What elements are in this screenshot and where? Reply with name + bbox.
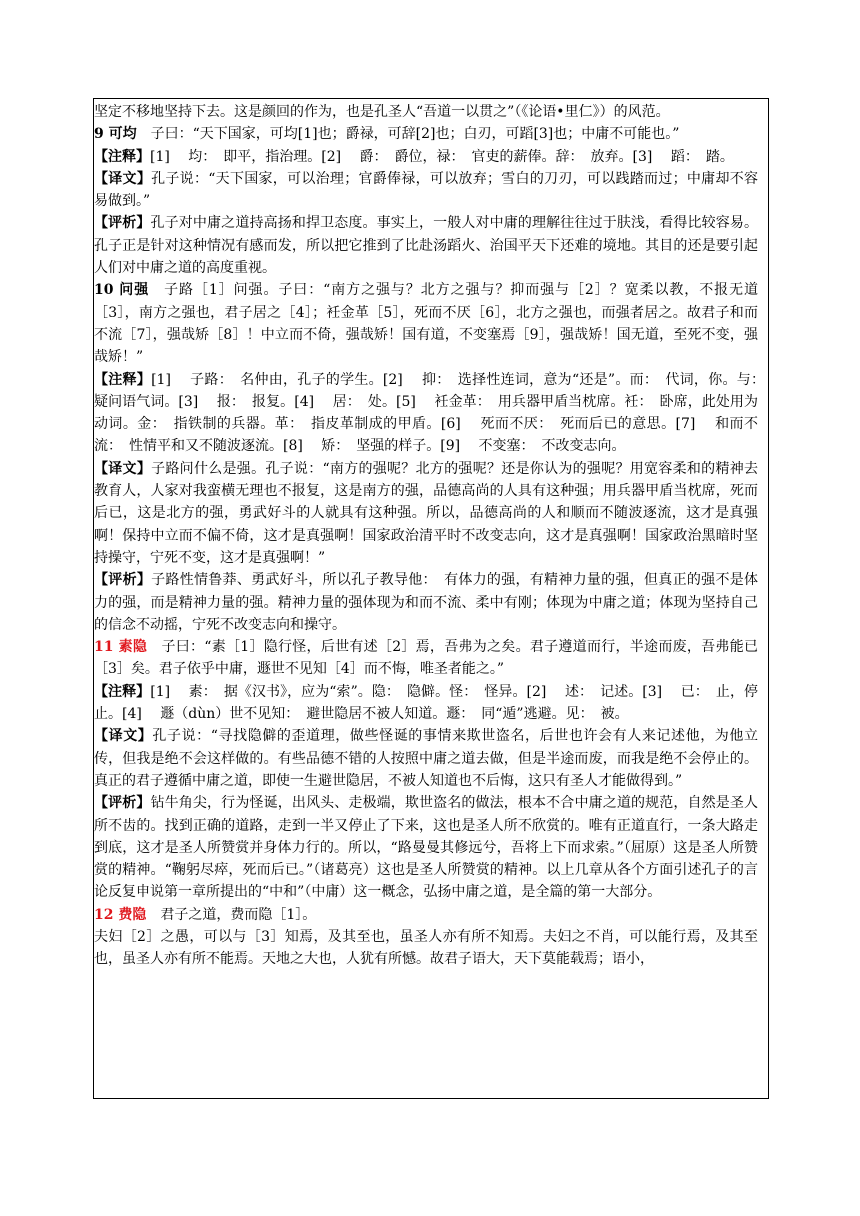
paragraph-label: 【评析】 [94, 572, 152, 589]
paragraph-t11 [94, 725, 758, 792]
paragraph-label: 【注释】 [94, 148, 150, 165]
paragraph-label: 【译文】 [94, 728, 153, 745]
section-heading: 10 问强 [94, 282, 150, 299]
section-heading: 12 费隐 [94, 906, 147, 923]
paragraph-label: 【注释】 [94, 683, 151, 700]
paragraph-label: 【评析】 [94, 795, 151, 812]
paragraph-text: 子路性情鲁莽、勇武好斗，所以孔子教导他： 有体力的强，有精神力量的强，但真正的强不是体力的强，而是精神力量的强。精神力量的强体现为和而不流、柔中有刚；体现为中庸之道；体现为坚持自己的信念不动摇，宁死不改变志向和操守。 [94, 572, 759, 633]
paragraph-n11 [94, 681, 758, 726]
section-heading: 11 素隐 [94, 639, 148, 656]
paragraph-label: 【译文】 [94, 170, 152, 187]
paragraph-s9 [94, 123, 758, 145]
paragraph-text: 夫妇［2］之愚，可以与［3］知焉，及其至也，虽圣人亦有所不知焉。夫妇之不肖，可以能行焉，及其至也，虽圣人亦有所不能焉。天地之大也，人犹有所憾。故君子语大，天下莫能载焉；语小， [94, 928, 758, 968]
paragraph-p12 [94, 926, 758, 971]
paragraph-s10 [94, 279, 758, 368]
paragraph-n10 [94, 369, 773, 458]
paragraph-text: [1] 均： 即平，指治理。[2] 爵： 爵位，禄： 官吏的薪俸。辞： 放弃。[3] 蹈： 踏。 [150, 148, 734, 165]
paragraph-c9 [94, 212, 758, 279]
paragraph-c11 [94, 792, 758, 903]
paragraph-text: 钻牛角尖，行为怪诞，出风头、走极端，欺世盗名的做法，根本不合中庸之道的规范，自然是圣人所不齿的。找到正确的道路，走到一半又停止了下来，这也是圣人所不欣赏的。唯有正道直行，一条大路走到底，这才是圣人所赞赏并身体力行的。所以，“路曼曼其修远兮，吾将上下而求索。”（屈原）这是圣人所赞赏的精神。“鞠躬尽瘁，死而后已。”（诸葛亮）这也是圣人所赞赏的精神。以上几章从各个方面引述孔子的言论反复申说第一章所提出的“中和”（中庸）这一概念，弘扬中庸之道，是全篇的第一大部分。 [94, 795, 759, 901]
paragraph-text: 子曰：“素［1］隐行怪，后世有述［2］焉，吾弗为之矣。君子遵道而行，半途而废，吾弗能已［3］矣。君子依乎中庸，遯世不见知［4］而不悔，唯圣者能之。” [94, 639, 758, 678]
paragraph-label: 【评析】 [94, 215, 151, 232]
document-body [94, 101, 773, 971]
page-frame [93, 98, 773, 1099]
paragraph-text: 坚定不移地坚持下去。这是颜回的作为，也是孔圣人“吾道一以贯之”（《论语•里仁》）的风范。 [94, 104, 670, 120]
paragraph-p0 [94, 101, 758, 123]
paragraph-text: 子曰：“天下国家，可均[1]也；爵禄，可辞[2]也；白刃，可蹈[3]也；中庸不可能也。” [150, 126, 680, 143]
paragraph-n9 [94, 146, 758, 168]
paragraph-text: 孔子对中庸之道持高扬和捍卫态度。事实上，一般人对中庸的理解往往过于肤浅，看得比较容易。孔子正是针对这种情况有感而发，所以把它推到了比赴汤蹈火、治国平天下还难的境地。其目的还是要引起人们对中庸之道的高度重视。 [94, 215, 759, 277]
paragraph-text: 孔子说：“天下国家，可以治理；官爵俸禄，可以放弃；雪白的刀刃，可以践踏而过；中庸却不容易做到。” [94, 170, 759, 210]
paragraph-text: 子路［1］问强。子曰：“南方之强与？北方之强与？抑而强与［2］？宽柔以教，不报无道［3］，南方之强也，君子居之［4］；衽金革［5］，死而不厌［6］，北方之强也，而强者居之。故君子和而不流［7］，强哉矫［8］！中立而不倚，强哉矫！国有道，不变塞焉［9］，强哉矫！国无道，至死不变，强哉矫！” [94, 282, 758, 366]
paragraph-text: 子路问什么是强。孔子说：“南方的强呢？北方的强呢？还是你认为的强呢？用宽容柔和的精神去教育人，人家对我蛮横无理也不报复，这是南方的强，品德高尚的人具有这种强；用兵器甲盾当枕席，死而后已，这是北方的强，勇武好斗的人就具有这种强。所以，品德高尚的人和顺而不随波逐流，这才是真强啊！保持中立而不偏不倚，这才是真强啊！国家政治清平时不改变志向，这才是真强啊！国家政治黑暗时坚持操守，宁死不变，这才是真强啊！” [94, 460, 759, 566]
section-heading: 9 可均 [94, 126, 137, 143]
paragraph-t9 [94, 168, 758, 213]
paragraph-s12 [94, 904, 758, 926]
paragraph-c10 [94, 569, 758, 636]
paragraph-text: 孔子说：“寻找隐僻的歪道理，做些怪诞的事情来欺世盗名，后世也许会有人来记述他，为他立传，但我是绝不会这样做的。有些品德不错的人按照中庸之道去做，但是半途而废，而我是绝不会停止的。真正的君子遵循中庸之道，即使一生避世隐居，不被人知道也不后悔，这只有圣人才能做得到。” [94, 728, 759, 789]
paragraph-s11 [94, 636, 758, 681]
paragraph-text: 君子之道，费而隐［1］。 [160, 906, 317, 923]
paragraph-label: 【注释】 [94, 371, 152, 388]
paragraph-text: [1] 素： 据《汉书》，应为“索”。隐： 隐僻。怪： 怪异。[2] 述： 记述。[3] 已： 止，停止。[4] 遯（dùn）世不见知： 避世隐居不被人知道。遯： 同“遁”逃避。见： 被。 [94, 683, 759, 723]
paragraph-label: 【译文】 [94, 460, 152, 477]
paragraph-text: [1] 子路： 名仲由，孔子的学生。[2] 抑： 选择性连词，意为“还是”。而： 代词，你。与： 疑问语气词。[3] 报： 报复。[4] 居： 处。[5] 衽金革： 用兵器甲盾当枕席。衽： 卧席，此处用为动词。金： 指铁制的兵器。革： 指皮革制成的甲盾。[6] 死而不厌： 死而后已的意思。[7] 和而不流： 性情平和又不随波逐流。[8] 矫： 坚强的样子。[9] 不变塞： 不改变志向。 [94, 371, 773, 455]
paragraph-t10 [94, 458, 758, 569]
